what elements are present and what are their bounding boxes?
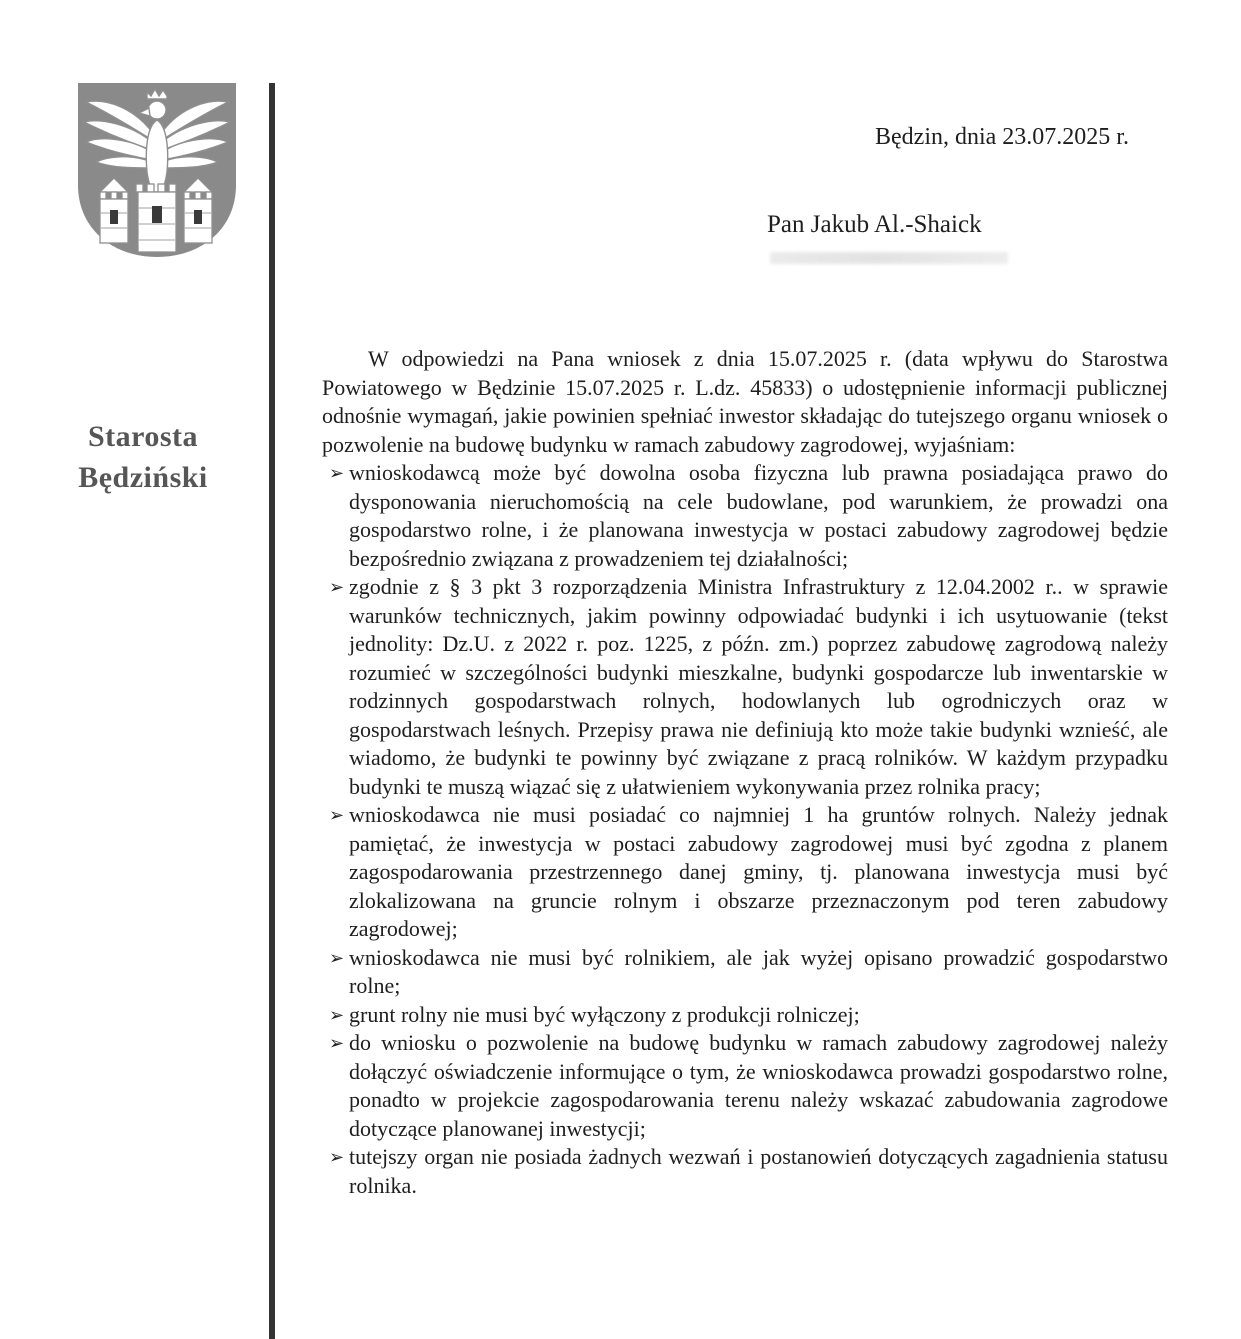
letter-body	[322, 345, 1168, 1200]
redacted-address-line	[770, 252, 1008, 264]
issuer-line-1: Starosta	[87, 420, 199, 453]
arrow-bullet-icon: ➢	[329, 577, 345, 597]
arrow-bullet-icon: ➢	[329, 1004, 345, 1025]
list-item-text: wnioskodawca nie musi być rolnikiem, ale jak wyżej opisano prowadzić gospodarstwo rolne;	[349, 944, 1168, 998]
list-item	[322, 1143, 1168, 1200]
coat-of-arms-graphic	[72, 80, 242, 260]
list-item	[322, 944, 1168, 1001]
date-line: Będzin, dnia 23.07.2025 r.	[875, 124, 1129, 150]
points-list	[322, 459, 1168, 1200]
list-item-text: tutejszy organ nie posiada żadnych wezwań i postanowień dotyczących zagadnienia statusu rolnika.	[349, 1144, 1168, 1198]
list-item	[322, 1001, 1168, 1030]
list-item	[322, 459, 1168, 573]
arrow-bullet-icon: ➢	[329, 1147, 345, 1167]
issuer-line-2: Będziński	[78, 461, 208, 494]
arrow-bullet-icon: ➢	[329, 463, 345, 483]
list-item-text: grunt rolny nie musi być wyłączony z produkcji rolniczej;	[349, 1001, 860, 1027]
arrow-bullet-icon: ➢	[329, 805, 345, 825]
list-item	[322, 573, 1168, 801]
list-item	[322, 1029, 1168, 1143]
arrow-bullet-icon: ➢	[329, 947, 345, 968]
issuer-title	[28, 416, 258, 498]
list-item-text: wnioskodawca nie musi posiadać co najmniej 1 ha gruntów rolnych. Należy jednak pamiętać, że inwestycja w postaci zabudowy zagrodowej musi być zgodna z planem zagospodarowania przestrzennego danej gminy, tj. planowana inwestycja musi być zlokalizowana na gruncie rolnym i obszarze przeznaczonym pod teren zabudowy zagrodowej;	[349, 802, 1168, 941]
arrow-bullet-icon: ➢	[329, 1033, 345, 1053]
list-item	[322, 801, 1168, 944]
recipient-name: Pan Jakub Al.-Shaick	[767, 211, 982, 238]
list-item-text: do wniosku o pozwolenie na budowę budynku w ramach zabudowy zagrodowej należy dołączyć oświadczenie informujące o tym, że wnioskodawca prowadzi gospodarstwo rolne, ponadto w projekcie zagospodarowania terenu należy wskazać zabudowania zagrodowe dotyczące planowanej inwestycji;	[349, 1030, 1168, 1141]
list-item-text: wnioskodawcą może być dowolna osoba fizyczna lub prawna posiadająca prawo do dysponowania nieruchomością na cele budowlane, pod warunkiem, że prowadzi ona gospodarstwo rolne, i że planowana inwestycja w postaci zabudowy zagrodowej będzie bezpośrednio związana z prowadzeniem tej działalności;	[349, 460, 1168, 571]
coat-of-arms	[72, 80, 242, 260]
vertical-divider	[269, 83, 275, 1339]
list-item-text: zgodnie z § 3 pkt 3 rozporządzenia Ministra Infrastruktury z 12.04.2002 r.. w sprawie warunków technicznych, jakim powinny odpowiadać budynki i ich usytuowanie (tekst jednolity: Dz.U. z 2022 r. poz. 1225, z późn. zm.) poprzez zabudowę zagrodową należy rozumieć w szczególności budynki mieszkalne, budynki gospodarcze lub inwentarskie w rodzinnych gospodarstwach rolnych, hodowlanych lub ogrodniczych oraz w gospodarstwach leśnych. Przepisy prawa nie definiują kto może takie budynki wznieść, ale wiadomo, że budynki te powinny być związane z pracą rolników. W każdym przypadku budynki te muszą wiązać się z ułatwieniem wykonywania przez rolnika pracy;	[349, 574, 1168, 799]
intro-paragraph: W odpowiedzi na Pana wniosek z dnia 15.07.2025 r. (data wpływu do Starostwa Powiatowego w Będzinie 15.07.2025 r. L.dz. 45833) o udostępnienie informacji publicznej odnośnie wymagań, jakie powinien spełniać inwestor składając do tutejszego organu wniosek o pozwolenie na budowę budynku w ramach zabudowy zagrodowej, wyjaśniam:	[322, 346, 1168, 457]
